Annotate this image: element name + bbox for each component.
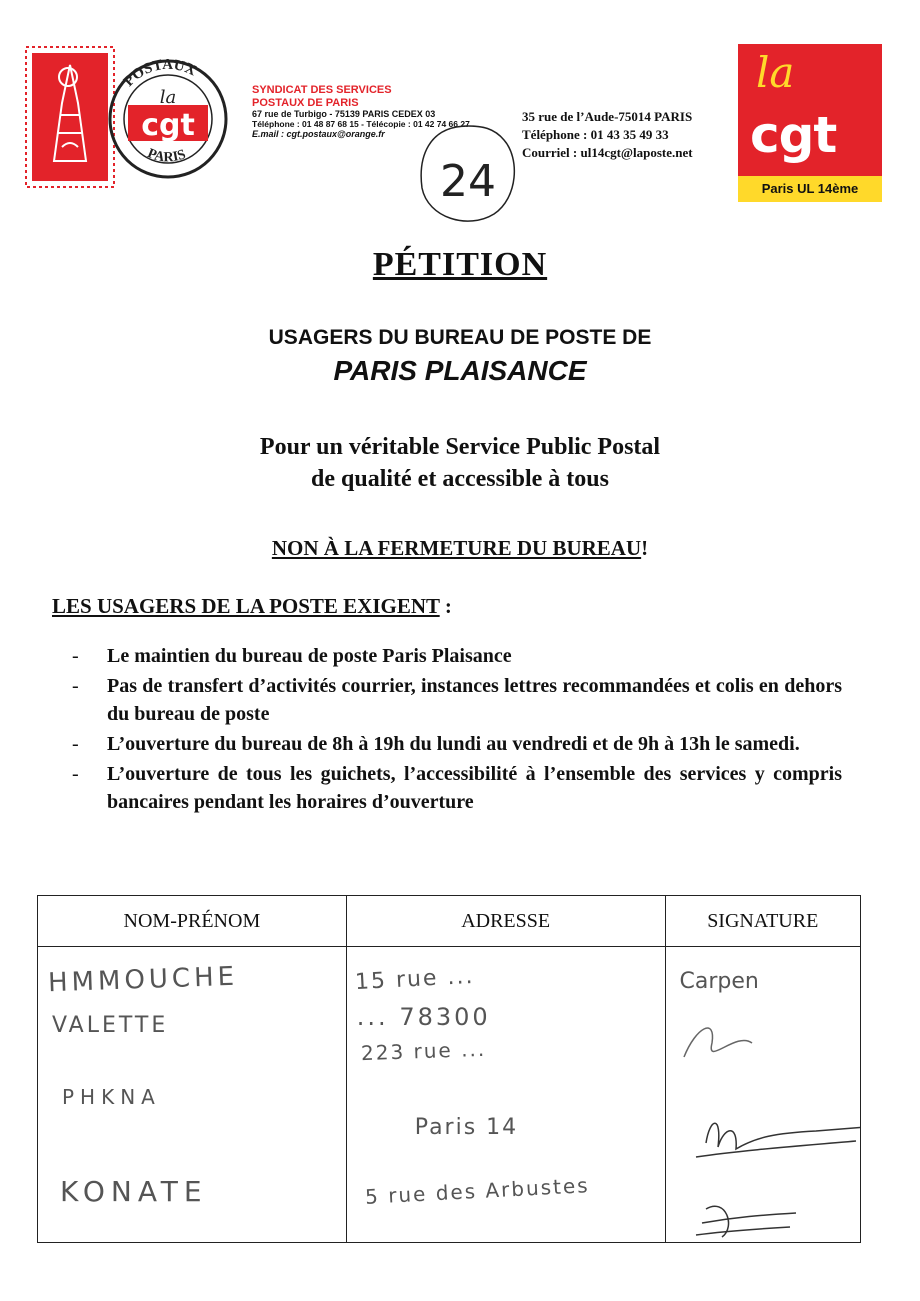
demand-item: [72, 760, 842, 816]
svg-text:POSTAUX: [121, 57, 199, 90]
subtitle-plaisance: PARIS PLAISANCE: [333, 355, 587, 386]
ul14-phone: Téléphone : 01 43 35 49 33: [522, 127, 669, 142]
names-cell[interactable]: [38, 947, 347, 1243]
demand-text: Le maintien du bureau de poste Paris Plaisance: [107, 645, 512, 667]
cgt-postaux-stamp-logo: [22, 43, 234, 193]
postaux-org-line1: SYNDICAT DES SERVICES: [252, 84, 392, 96]
demand-bullet: -: [72, 763, 79, 785]
postaux-address: 67 rue de Turbigo - 75139 PARIS CEDEX 03: [252, 109, 436, 120]
page-title: PÉTITION: [372, 246, 548, 283]
demand-item: [72, 730, 842, 758]
handwritten-name: VALETTE: [52, 1013, 169, 1038]
handwritten-address: ... 78300: [356, 1003, 491, 1031]
stamp-la-text: la: [159, 87, 177, 108]
demand-bullet: -: [72, 675, 79, 697]
demand-text: L’ouverture du bureau de 8h à 19h du lundi au vendredi et de 9h à 13h le samedi.: [107, 733, 800, 755]
ul14-address: 35 rue de l’Aude-75014 PARIS: [522, 109, 693, 124]
stamp-top-text: POSTAUX: [120, 56, 199, 90]
svg-text:PARIS: [145, 146, 188, 165]
demand-bullet: -: [72, 645, 79, 667]
exigent-heading-text: LES USAGERS DE LA POSTE EXIGENT: [52, 594, 440, 618]
handwritten-address: 223 rue ...: [360, 1036, 487, 1066]
stamp-cgt-text: cgt: [141, 108, 195, 143]
demands-list: [72, 642, 842, 818]
header-nom-prenom: NOM-PRÉNOM: [38, 896, 347, 947]
table-header-row: [38, 896, 861, 947]
non-fermeture-mark: !: [641, 536, 649, 560]
ul14-email: Courriel : ul14cgt@laposte.net: [522, 145, 693, 160]
header-adresse: ADRESSE: [346, 896, 665, 947]
header-signature: SIGNATURE: [665, 896, 860, 947]
demand-item: [72, 672, 842, 728]
demand-text: L’ouverture de tous les guichets, l’accessibilité à l’ensemble des services y compris bancaires pendant les horaires d’ouverture: [107, 763, 842, 813]
non-fermeture-text: NON À LA FERMETURE DU BUREAU: [271, 536, 642, 560]
cgt-logo-ul-label: Paris UL 14ème: [738, 176, 882, 202]
handwritten-number-text: 24: [440, 156, 496, 207]
signature-table: [37, 895, 861, 1243]
demand-item: [72, 642, 842, 670]
ul14-contact-block: [522, 108, 693, 162]
postaux-phone: Téléphone : 01 48 87 68 15 - Télécopie : 01 42 74 66 27: [252, 118, 470, 129]
service-line-1: Pour un véritable Service Public Postal: [259, 434, 661, 460]
handwritten-address: 15 rue ...: [354, 963, 475, 996]
signature-scribbles: [666, 947, 860, 1247]
cgt-logo-cgt: cgt: [750, 106, 837, 164]
handwritten-page-number: [408, 118, 526, 236]
handwritten-address: Paris 14: [414, 1115, 519, 1140]
handwritten-name: KONATE: [60, 1175, 208, 1208]
signatures-cell[interactable]: [665, 947, 860, 1243]
cgt-logo-la: la: [756, 48, 795, 97]
exigent-heading: [52, 594, 452, 619]
handwritten-name: PHKNA: [62, 1085, 161, 1109]
addresses-cell[interactable]: [346, 947, 665, 1243]
subtitle-usagers: USAGERS DU BUREAU DE POSTE DE: [268, 326, 652, 349]
handwritten-address: 5 rue des Arbustes: [364, 1173, 590, 1209]
demand-text: Pas de transfert d’activités courrier, instances lettres recommandées et colis en dehors du bureau de poste: [107, 675, 842, 725]
postaux-org-line2: POSTAUX DE PARIS: [252, 96, 359, 109]
demand-bullet: -: [72, 733, 79, 755]
stamp-bottom-text: PARIS: [145, 146, 188, 166]
exigent-colon: :: [439, 594, 452, 618]
postaux-email: E.mail : cgt.postaux@orange.fr: [252, 129, 385, 140]
handwritten-name: HMMOUCHE: [47, 961, 239, 999]
cgt-ul14-logo: [738, 44, 882, 202]
table-row: [38, 947, 861, 1243]
handwritten-signature: Carpen: [679, 969, 759, 994]
service-line-2: de qualité et accessible à tous: [311, 466, 609, 492]
non-fermeture-heading: [0, 536, 920, 561]
